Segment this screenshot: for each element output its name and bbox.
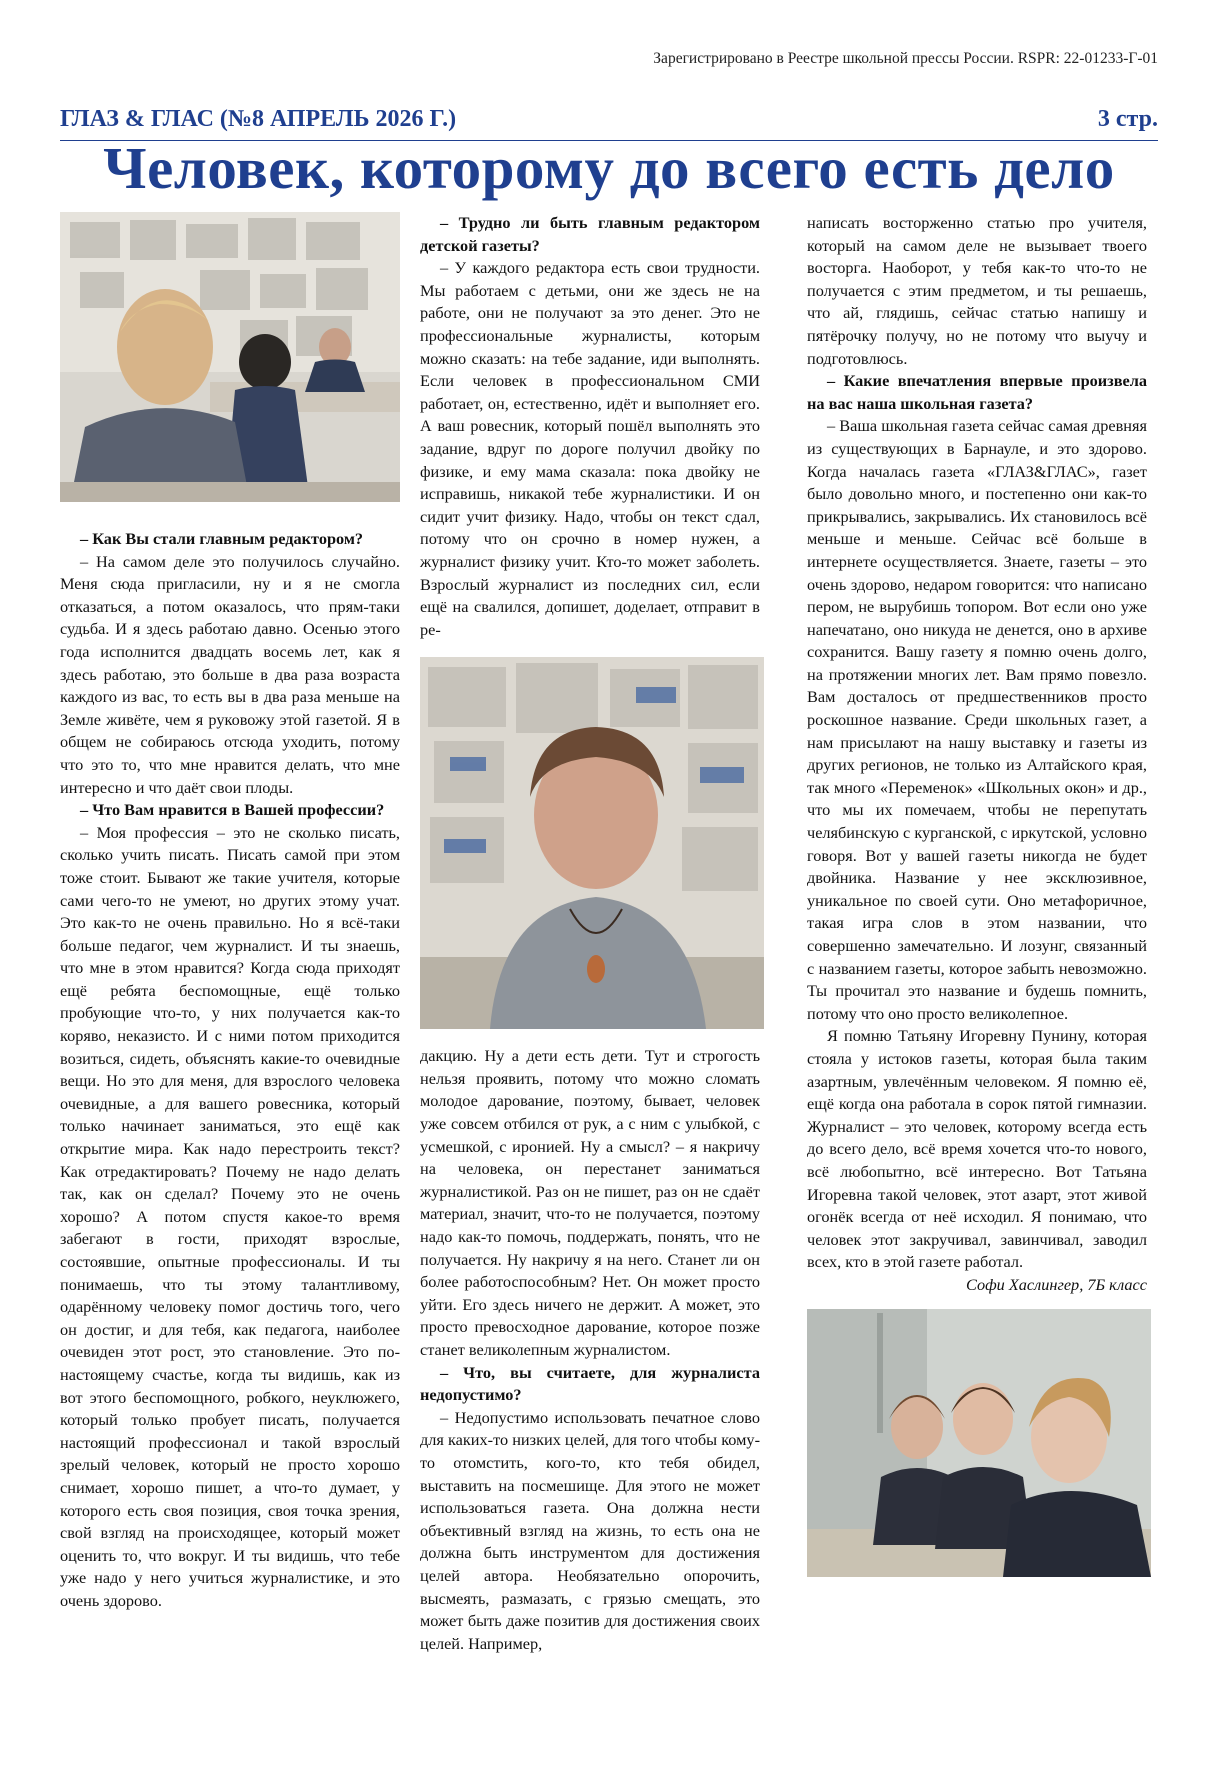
photo-students (807, 1309, 1151, 1577)
column-2-text-bottom (420, 1045, 760, 1655)
column-3 (807, 212, 1147, 1577)
registry-notice: Зарегистрировано в Реестре школьной прессы России. RSPR: 22-01233-Г-01 (653, 50, 1158, 67)
paragraph: – На самом деле это получилось случайно. Меня сюда пригласили, ну и я не смогла отказаться, а потом оказалось, что прям-таки судьба. И я здесь работаю давно. Осенью этого года исполнится двадцать восемь лет, как я здесь работаю, это больше в два раза возраста каждого из вас, то есть вы в два раза меньше на Земле живёте, чем я руковожу этой газетой. Я в общем не собираюсь отсюда уходить, потому что это то, что мне нравится делать, что мне интересно и что даёт свои плоды. (60, 551, 400, 797)
paragraph: – Ваша школьная газета сейчас самая древняя из существующих в Барнауле, и это здорово. Когда началась газета «ГЛАЗ&ГЛАС», газет было довольно много, и постепенно они как-то прикрывались, закрывались. Их становилось всё меньше и меньше. Сейчас всё больше в интернете осуществляется. Знаете, газеты – это очень здорово, недаром говорится: что написано пером, не вырубишь топором. Вот если оно уже напечатано, оно никуда не денется, оно в архиве сохранится. Вашу газету я помню очень долго, на протяжении многих лет. Вам прямо повезло. Вам досталось от предшественников просто роскошное название. Среди школьных газет, а нам присылают на нашу выставку и газеты из других регионов, не только из Алтайского края, так много «Переменок» «Школьных окон» и др., что мы их помечаем, чтобы не перепутать челябинскую с курганской, с иркутской, условно говоря. Вот у вашей газеты никогда не будет двойника. Название у нее эксклюзивное, уникальное по своей сути. Оно метафоричное, такая игра слов в этом названии, что совершенно замечательно. И лозунг, связанный с названием газеты, которое забыть невозможно. Ты прочитал это название и будешь помнить, потому что оно просто великолепное. (807, 416, 1147, 1023)
paragraph: – Недопустимо использовать печатное слово для каких-то низких целей, для того чтобы кому-то отомстить, кого-то, кто тебя обидел, выставить на посмешище. Для этого не может использоваться газета. Она должна нести объективный взгляд на жизнь, то есть она не должна быть инструментом для достижения целей автора. Необязательно опорочить, высмеять, размазать, с грязью смещать, это может быть даже позитив для достижения своих целей. Например, (420, 1407, 760, 1653)
column-2 (420, 212, 760, 1655)
paragraph-continuation: дакцию. Ну а дети есть дети. Тут и строгость нельзя проявить, потому что можно сломать молодое дарование, поэтому, бывает, человек уже совсем отбился от рук, а с ним с улыбкой, с усмешкой, с иронией. Ну а смысл? – я накричу на человека, он перестанет заниматься журналистикой. Раз он не пишет, раз он не сдаёт материал, значит, что-то не получается, поэтому надо как-то помочь, поддержать, понять, что не получается. Ну накричу я на него. Станет ли он более работоспособным? Нет. Он может просто уйти. Его здесь ничего не держит. А может, это просто превосходное дарование, которое позже станет великолепным журналистом. (420, 1046, 760, 1359)
interview-question: – Как Вы стали главным редактором? (80, 529, 364, 548)
paragraph: – Моя профессия – это не сколько писать, сколько учить писать. Писать самой при этом тоже стоит. Бывают же такие учителя, которые сами чего-то не умеют, но других этому учат. Это как-то не очень правильно. Но я всё-таки больше педагог, чем журналист. И ты знаешь, что мне в этом нравится? Когда сюда приходят ещё ребята беспомощные, ещё только пробующие что-то, у них получается как-то коряво, неказисто. И с ними потом приходится возиться, сидеть, объяснять какие-то очевидные вещи. Но это для меня, для взрослого человека очевидные, а для вашего ровесника, который только начинает заниматься, это ещё как открытие мира. Как надо перестроить текст? Как отредактировать? Почему не надо делать так, как он сделал? Почему это не очень хорошо? А потом спустя какое-то время забегают в гости, приходят взрослые, состоявшие, опытные профессионалы. И ты понимаешь, что ты этому талантливому, одарённому человеку помог достичь того, чего он достиг, и для тебя, как педагога, наиболее очевиден этот рост, это становление. Это по-настоящему счастье, когда ты видишь, как из вот этого беспомощного, робкого, неуклюжего, который только пробует писать, получается настоящий профессионал и такой взрослый зрелый человек, который не просто хорошо снимает, хорошо пишет, а что-то думает, у которого есть своя позиция, своя точка зрения, свой взгляд на происходящее, который может оценить то, что вокруг. И ты видишь, что тебе уже надо у него учиться журналистике, и это очень здорово. (60, 822, 400, 1610)
interview-question: – Какие впечатления впервые произвела на вас наша школьная газета? (807, 371, 1147, 413)
paragraph: – У каждого редактора есть свои трудности. Мы работаем с детьми, они же здесь не на работе, они не получают за это денег. Это не профессиональные журналисты, которым можно сказать: на тебе задание, иди выполнять. Если человек в профессиональном СМИ работает, он, естественно, идёт и выполняет его. А ваш ровесник, который пошёл выполнять это задание, вдруг по дороге получил двойку по физике, и ему мама сказала: пока двойку не исправишь, никакой тебе журналистики. И он сидит учит физику. Надо, чтобы он текст сдал, потому что он срочно в номер нужен, а журналист физику учит. Кто-то может заболеть. Взрослый журналист из последних сил, если ещё на свалился, допишет, доделает, отправит в ре- (420, 258, 760, 639)
paragraph: Я помню Татьяну Игоревну Пунину, которая стояла у истоков газеты, которая была таким азартным, увлечённым человеком. Я помню её, ещё когда она работала в сорок пятой гимназии. Журналист – это человек, которому всегда есть до всего дело, всё время хочется что-то нового, всё любопытно, всё интересно. Вот Татьяна Игоревна такой человек, этот азарт, этот живой огонёк всегда от неё исходил. Я понимаю, что человек этот закручивал, завинчивал, заводил всех, кто в этой газете работал. (807, 1026, 1147, 1272)
page-number: 3 стр. (1097, 106, 1158, 132)
column-1 (60, 212, 400, 1613)
interview-question: – Что, вы считаете, для журналиста недопустимо? (420, 1362, 760, 1405)
photo-editor-portrait (420, 657, 764, 1029)
column-3-text (807, 212, 1147, 1297)
issue-label: ГЛАЗ & ГЛАС (№8 АПРЕЛЬ 2026 Г.) (60, 106, 457, 132)
column-1-text (60, 528, 400, 1613)
author-signature: Софи Хаслингер, 7Б класс (965, 1274, 1147, 1294)
interview-question: – Трудно ли быть главным редактором детской газеты? (420, 213, 760, 255)
interview-question: – Что Вам нравится в Вашей профессии? (80, 800, 385, 820)
paragraph-continuation: написать восторженно статью про учителя, который на самом деле не вызывает твоего восторга. Наоборот, у тебя как-то что-то не получается с этим предметом, и ты решаешь, что ай, глядишь, сейчас статью напишу и пятёрочку получу, но не потому что выучу и подготовлюсь. (807, 213, 1147, 368)
article-headline: Человек, которому до всего есть дело (103, 135, 1115, 201)
column-2-text-top (420, 212, 760, 641)
photo-classroom-boy (60, 212, 400, 502)
